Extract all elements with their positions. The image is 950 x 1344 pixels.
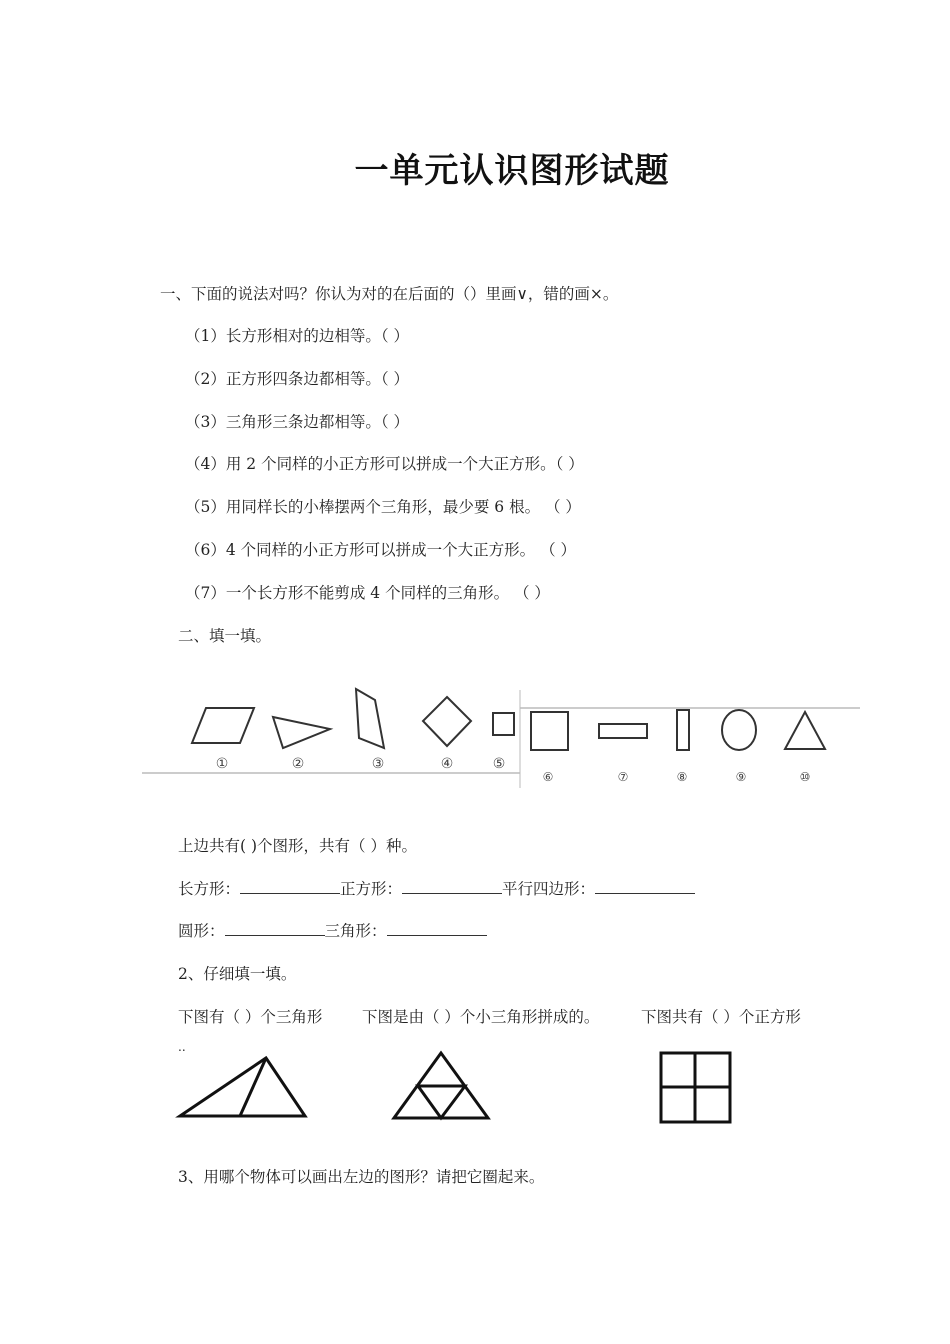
question-item-2: （2）正方形四条边都相等。（ ）	[185, 370, 410, 388]
question-triangles-count: 下图有（ ）个三角形	[178, 1008, 323, 1026]
shape-number-1: ①	[215, 756, 229, 772]
question-small-triangles: 下图是由（ ）个小三角形拼成的。	[362, 1008, 600, 1026]
count-question: 上边共有( )个图形，共有（ ）种。	[178, 837, 417, 855]
triangle-label: 三角形：	[324, 922, 387, 940]
shape-number-4: ④	[440, 756, 454, 772]
question-item-7: （7）一个长方形不能剪成 4 个同样的三角形。 （ ）	[185, 584, 550, 602]
shape-number-2: ②	[291, 756, 305, 772]
question-item-3: （3）三角形三条边都相等。（ ）	[185, 413, 410, 431]
section2-heading: 二、填一填。	[178, 627, 272, 645]
section2-2-heading: 2、仔细填一填。	[178, 965, 297, 983]
section3-heading: 3、用哪个物体可以画出左边的图形？请把它圈起来。	[178, 1168, 545, 1186]
shape-number-10: ⑩	[799, 770, 811, 784]
parallelogram-label: 平行四边形：	[502, 880, 596, 898]
shape-number-9: ⑨	[735, 770, 747, 784]
shape-number-8: ⑧	[676, 770, 688, 784]
question-item-6: （6）4 个同样的小正方形可以拼成一个大正方形。 （ ）	[185, 541, 577, 559]
square-grid-figure	[661, 1053, 730, 1122]
question-item-4: （4）用 2 个同样的小正方形可以拼成一个大正方形。（ ）	[185, 455, 584, 473]
question-item-1: （1）长方形相对的边相等。（ ）	[185, 327, 410, 345]
question-item-5: （5）用同样长的小棒摆两个三角形，最少要 6 根。 （ ）	[185, 498, 581, 516]
section1-heading: 一、下面的说法对吗？你认为对的在后面的（）里画∨，错的画×。	[160, 285, 619, 303]
rectangle-label: 长方形：	[178, 880, 241, 898]
shape-number-6: ⑥	[542, 770, 554, 784]
page-title: 一单元认识图形试题	[354, 151, 670, 191]
shape-number-5: ⑤	[492, 756, 506, 772]
square-label: 正方形：	[340, 880, 403, 898]
triangle-four-figure	[394, 1053, 488, 1118]
question-squares-count: 下图共有（ ）个正方形	[641, 1008, 801, 1026]
triangle-split-figure	[180, 1058, 305, 1116]
circle-label: 圆形：	[178, 922, 225, 940]
shape-number-7: ⑦	[617, 770, 629, 784]
shape-number-3: ③	[371, 756, 385, 772]
stray-dots: ..	[178, 1040, 186, 1054]
